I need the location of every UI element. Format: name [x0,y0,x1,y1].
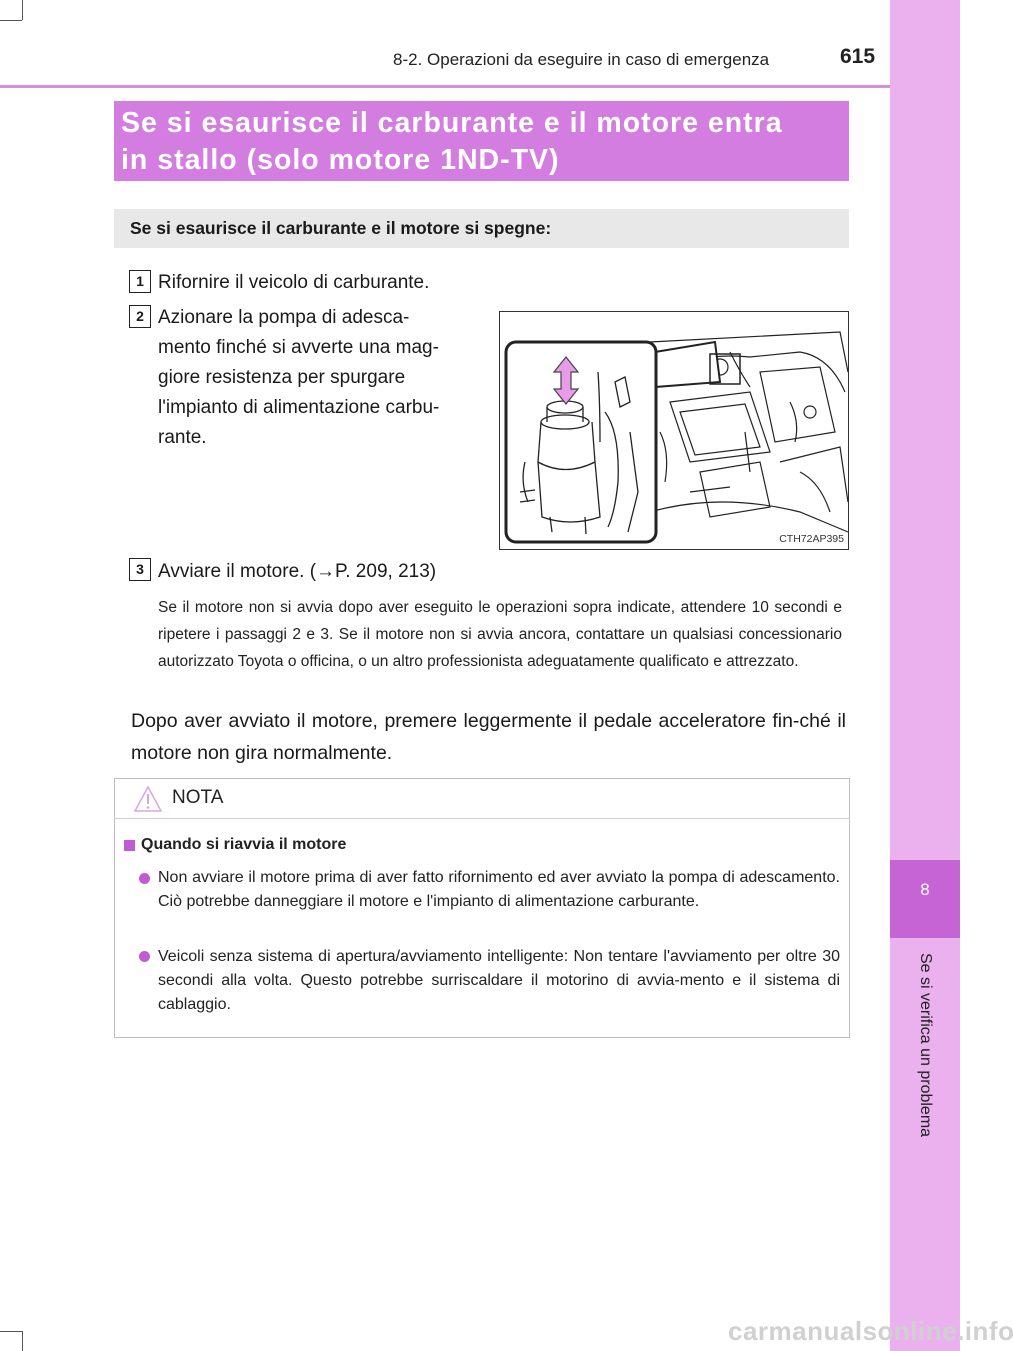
section-title [114,101,849,181]
step-text-line: rante. [158,427,207,448]
step-text [158,303,480,453]
step-text-line: l'impianto di alimentazione carbu- [158,397,440,418]
step-text-line: Azionare la pompa di adesca- [158,307,410,328]
step-number: 1 [129,270,151,293]
engine-figure [499,311,849,550]
step-text: Avviare il motore. (→P. 209, 213) [158,561,437,582]
nota-bullet-text: Veicoli senza sistema di apertura/avviamento intelligente: Non tentare l'avviamento per oltre 30 secondi alla volta. Questo potrebbe surriscaldare il motorino di avvia-mento e il sistema di cablaggio. [158,948,840,1013]
step-text-line: mento finché si avverte una mag- [158,337,439,358]
nota-divider [114,818,850,819]
section-title-line-2: in stallo (solo motore 1ND-TV) [121,144,560,176]
figure-caption: CTH72AP395 [779,533,844,545]
chapter-side-label: Se si verifica un problema [917,952,934,1138]
subsection-title: Se si esaurisce il carburante e il motore si spegne: [114,209,849,248]
nota-title: NOTA [172,787,224,808]
crop-mark [22,0,23,20]
crop-mark [0,1331,22,1332]
body-paragraph: Dopo aver avviato il motore, premere leggermente il pedale acceleratore fin-ché il motore non gira normalmente. [131,710,846,764]
crop-mark [22,1331,23,1351]
step-number: 3 [129,558,151,581]
page-number: 615 [840,45,876,68]
crop-mark [0,20,22,21]
nota-bullet-text: Non avviare il motore prima di aver fatto rifornimento ed aver avviato la pompa di adescamento. Ciò potrebbe danneggiare il motore e l'impianto di alimentazione carburante. [158,869,840,910]
engine-illustration [500,312,848,549]
warning-triangle-icon [133,785,163,818]
watermark: carmanualsonline.info [728,1316,1014,1346]
step-text-line: giore resistenza per spurgare [158,367,406,388]
step-number: 2 [129,305,151,328]
square-bullet-icon [124,840,135,851]
section-title-line-1: Se si esaurisce il carburante e il motore entra [121,107,783,139]
step-note: Se il motore non si avvia dopo aver eseguito le operazioni sopra indicate, attendere 10 secondi e ripetere i passaggi 2 e 3. Se il motore non si avvia ancora, contattare un qualsiasi concessionario autorizzato Toyota o officina, o un altro professionista adeguatamente qualificato e attrezzato. [158,599,842,670]
running-header-title: 8-2. Operazioni da eseguire in caso di emergenza [393,50,770,69]
step-text: Rifornire il veicolo di carburante. [158,272,430,293]
bullet-dot-icon [139,951,150,962]
chapter-number: 8 [920,880,930,899]
header-divider [0,85,890,88]
bullet-dot-icon [139,873,150,884]
nota-heading: Quando si riavvia il motore [141,836,347,853]
side-tab-band [890,0,960,1351]
